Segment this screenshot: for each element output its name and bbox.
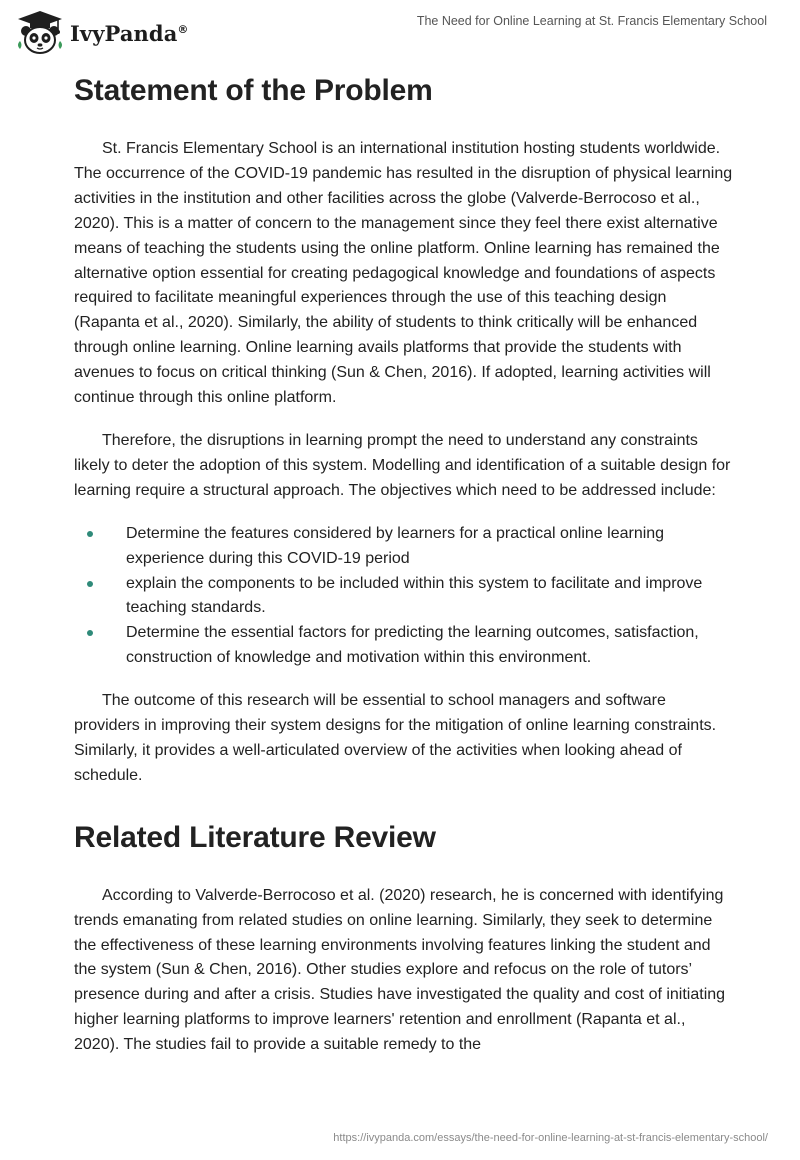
bullet-icon: [87, 581, 93, 587]
panda-graduate-icon: [14, 9, 66, 57]
paragraph: According to Valverde-Berrocoso et al. (2020) research, he is concerned with identifying trends emanating from related studies on online learning. Similarly, they seek to determine the effectiveness of these learning environments involving features linking the student and the system (Sun & Chen, 2016). Other studies explore and refocus on the role of tutors’ presence during and after a crisis. Studies have investigated the quality and cost of initiating higher learning platforms to improve learners' retention and enrollment (Rapanta et al., 2020). The studies fail to provide a suitable remedy to the: [74, 886, 726, 1054]
document-title: The Need for Online Learning at St. Francis Elementary School: [416, 14, 767, 28]
list-item: [74, 572, 734, 622]
section-heading: Statement of the Problem: [74, 74, 433, 107]
bullet-icon: [87, 531, 93, 537]
page-header: [0, 0, 800, 60]
section-heading: Related Literature Review: [74, 820, 436, 854]
list-item-text: Determine the features considered by learners for a practical online learning experience during this COVID-19 period: [126, 524, 665, 567]
paragraph: St. Francis Elementary School is an international institution hosting students worldwide. The occurrence of the COVID-19 pandemic has resulted in the disruption of physical learning activities in the institution and other facilities across the globe (Valverde-Berrocoso et al., 2020). This is a matter of concern to the management since they feel there exist alternative means of teaching the students using the online platform. Online learning has remained the alternative option essential for creating pedagogical knowledge and foundations of aspects required to facilitate meaningful experiences through the use of this teaching design (Rapanta et al., 2020). Similarly, the ability of students to think critically will be enhanced through online learning. Online learning avails platforms that provide the students with avenues to focus on critical thinking (Sun & Chen, 2016). If adopted, learning activities will continue through this online platform.: [74, 140, 733, 407]
list-item-text: explain the components to be included within this system to facilitate and improve teaching standards.: [126, 574, 703, 617]
paragraph: Therefore, the disruptions in learning prompt the need to understand any constraints likely to deter the adoption of this system. Modelling and identification of a suitable design for learning require a structural approach. The objectives which need to be addressed include:: [74, 431, 731, 499]
list-item: [74, 621, 734, 671]
objectives-list: [74, 522, 734, 671]
bullet-icon: [87, 630, 93, 636]
list-item: [74, 522, 734, 572]
list-item-text: Determine the essential factors for predicting the learning outcomes, satisfaction, construction of knowledge and motivation within this environment.: [126, 624, 699, 667]
source-url-link[interactable]: https://ivypanda.com/essays/the-need-for-online-learning-at-st-francis-elementary-school/: [333, 1132, 768, 1144]
ivypanda-logo[interactable]: [14, 9, 189, 57]
registered-mark: ®: [177, 22, 189, 36]
brand-name: IvyPanda®: [70, 20, 189, 46]
essay-content: [74, 72, 734, 1076]
paragraph: The outcome of this research will be essential to school managers and software providers in improving their system designs for the mitigation of online learning constraints. Similarly, it provides a well-articulated overview of the activities when looking ahead of schedule.: [74, 692, 717, 784]
